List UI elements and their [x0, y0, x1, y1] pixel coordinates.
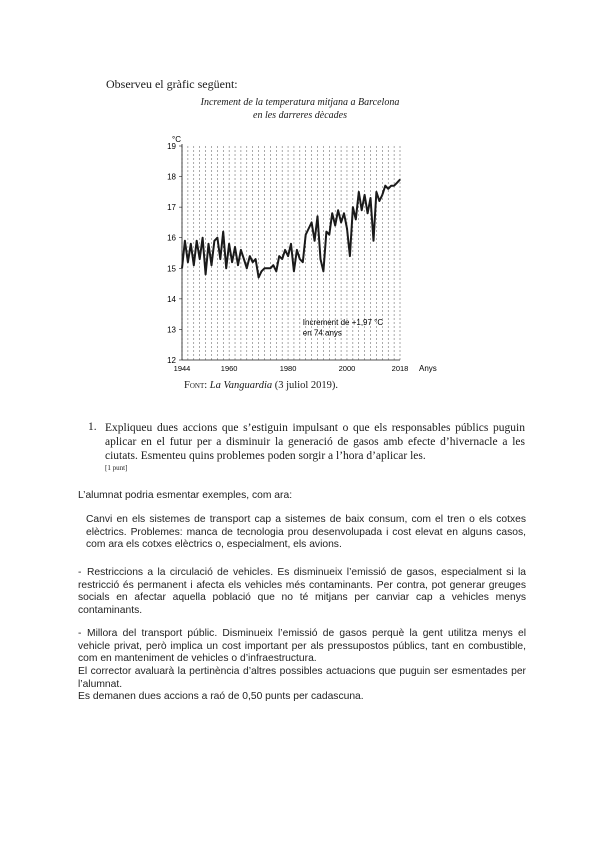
- example-1: Canvi en els sistemes de transport cap a sistemes de baix consum, com el tren o els cotxes elèctrics. Problemes: manca de tecnologia prou desenvolupada i cost elevat en alguns casos, com ara els cotxes elèctrics o, especialment, els avions.: [86, 514, 526, 550]
- data-point: [388, 188, 389, 189]
- x-tick-label: 1960: [220, 364, 238, 373]
- data-point: [396, 182, 397, 183]
- y-axis-label: °C: [172, 135, 181, 144]
- data-point: [305, 234, 306, 235]
- chart-annotation-line1: Increment de +1,97 °C: [302, 317, 384, 327]
- data-point: [184, 240, 185, 241]
- data-point: [323, 271, 324, 272]
- data-point: [296, 249, 297, 250]
- data-point: [290, 243, 291, 244]
- data-point: [391, 185, 392, 186]
- chart-title-line2: en les darreres dècades: [253, 110, 347, 121]
- data-point: [243, 259, 244, 260]
- data-point: [181, 268, 182, 269]
- data-point: [326, 231, 327, 232]
- data-point: [273, 265, 274, 266]
- data-point: [293, 271, 294, 272]
- data-point: [193, 265, 194, 266]
- data-point: [302, 262, 303, 263]
- data-point: [202, 237, 203, 238]
- data-point: [205, 274, 206, 275]
- data-point: [332, 213, 333, 214]
- y-tick-label: 17: [167, 203, 176, 213]
- example-3-dash: -: [78, 628, 82, 639]
- data-point: [382, 194, 383, 195]
- chart-annotation-line2: en 74 anys: [302, 328, 342, 338]
- data-point: [282, 259, 283, 260]
- data-point: [358, 191, 359, 192]
- data-point: [246, 268, 247, 269]
- source-label: Font:: [184, 380, 208, 391]
- data-point: [234, 246, 235, 247]
- x-tick-label: 2018: [391, 364, 409, 373]
- chart-title-line1: Increment de la temperatura mitjana a Barcelona: [200, 97, 400, 108]
- data-point: [338, 210, 339, 211]
- data-point: [385, 185, 386, 186]
- data-point: [187, 262, 188, 263]
- data-point: [217, 237, 218, 238]
- data-point: [226, 268, 227, 269]
- data-point: [317, 216, 318, 217]
- x-axis-label: Anys: [419, 364, 437, 373]
- data-point: [252, 262, 253, 263]
- data-point: [231, 262, 232, 263]
- data-point: [261, 271, 262, 272]
- data-point: [285, 249, 286, 250]
- y-tick-label: 18: [167, 172, 176, 182]
- data-point: [399, 179, 400, 180]
- question-number: 1.: [88, 421, 97, 433]
- data-point: [264, 268, 265, 269]
- data-point: [267, 268, 268, 269]
- data-point: [240, 249, 241, 250]
- data-point: [314, 240, 315, 241]
- data-point: [352, 207, 353, 208]
- data-point: [276, 271, 277, 272]
- closing-note: El corrector avaluarà la pertinència d’altres possibles actuacions que puguin ser esmentades per l’alumnat.: [78, 666, 526, 690]
- data-point: [196, 240, 197, 241]
- data-point: [258, 277, 259, 278]
- chart-source: [184, 380, 338, 391]
- data-point: [287, 255, 288, 256]
- data-point: [329, 234, 330, 235]
- x-tick-label: 1944: [173, 364, 191, 373]
- data-point: [376, 191, 377, 192]
- data-point: [361, 210, 362, 211]
- y-tick-label: 12: [167, 356, 176, 365]
- data-point: [370, 197, 371, 198]
- source-date: (3 juliol 2019).: [274, 380, 339, 391]
- data-point: [214, 240, 215, 241]
- data-point: [237, 265, 238, 266]
- y-tick-label: 14: [167, 294, 176, 304]
- example-2-text: Restriccions a la circulació de vehicles. Es disminueix l’emissió de gasos, especialment si la restricció és permanent i afecta els vehicles més contaminants. Per contra, pot generar greuges socials en afectar aquella població que no té mitjans per canviar cap a vehicles menys contaminants.: [78, 567, 526, 616]
- example-2: [78, 567, 526, 617]
- data-point: [270, 268, 271, 269]
- data-point: [349, 255, 350, 256]
- data-point: [190, 243, 191, 244]
- example-2-dash: -: [78, 567, 82, 578]
- y-tick-label: 13: [167, 325, 176, 335]
- data-point: [229, 243, 230, 244]
- data-point: [340, 222, 341, 223]
- data-point: [199, 259, 200, 260]
- data-point: [355, 219, 356, 220]
- closing-scoring: Es demanen dues accions a raó de 0,50 punts per cadascuna.: [78, 691, 364, 702]
- y-tick-label: 19: [167, 142, 176, 151]
- data-point: [346, 228, 347, 229]
- data-point: [211, 265, 212, 266]
- data-point: [279, 255, 280, 256]
- temperature-chart: [160, 128, 450, 378]
- data-point: [367, 213, 368, 214]
- data-point: [223, 231, 224, 232]
- data-point: [373, 240, 374, 241]
- temperature-series-line: [182, 180, 400, 278]
- data-point: [364, 194, 365, 195]
- data-point: [343, 213, 344, 214]
- data-point: [249, 255, 250, 256]
- y-tick-label: 15: [167, 264, 176, 274]
- y-tick-label: 16: [167, 233, 176, 243]
- source-publication: La Vanguardia: [209, 380, 273, 391]
- data-point: [320, 259, 321, 260]
- data-point: [208, 243, 209, 244]
- answer-intro: L’alumnat podria esmentar exemples, com ara:: [78, 490, 293, 501]
- question-text: Expliqueu dues accions que s’estiguin impulsant o que els responsables públics puguin aplicar en el futur per a disminuir la generació de gasos amb efecte d’hivernacle a les ciutats. Esmenteu quins problemes poden sorgir a l’hora d’aplicar les.: [105, 422, 525, 462]
- intro-text: Observeu el gràfic següent:: [106, 77, 238, 91]
- data-point: [308, 228, 309, 229]
- data-point: [311, 222, 312, 223]
- data-point: [299, 259, 300, 260]
- question-points: [1 punt]: [105, 464, 128, 472]
- x-tick-label: 2000: [338, 364, 356, 373]
- data-point: [220, 259, 221, 260]
- x-tick-label: 1980: [279, 364, 297, 373]
- data-point: [379, 200, 380, 201]
- example-3: [78, 628, 526, 666]
- data-point: [255, 259, 256, 260]
- data-point: [335, 225, 336, 226]
- data-point: [394, 185, 395, 186]
- example-3-text: Millora del transport públic. Disminueix l’emissió de gasos perquè la gent utilitza menys el vehicle privat, però implica un cost important per als pressupostos públics, tant en combustible, com en manteniment de vehicles o d’infraestructura.: [78, 628, 526, 664]
